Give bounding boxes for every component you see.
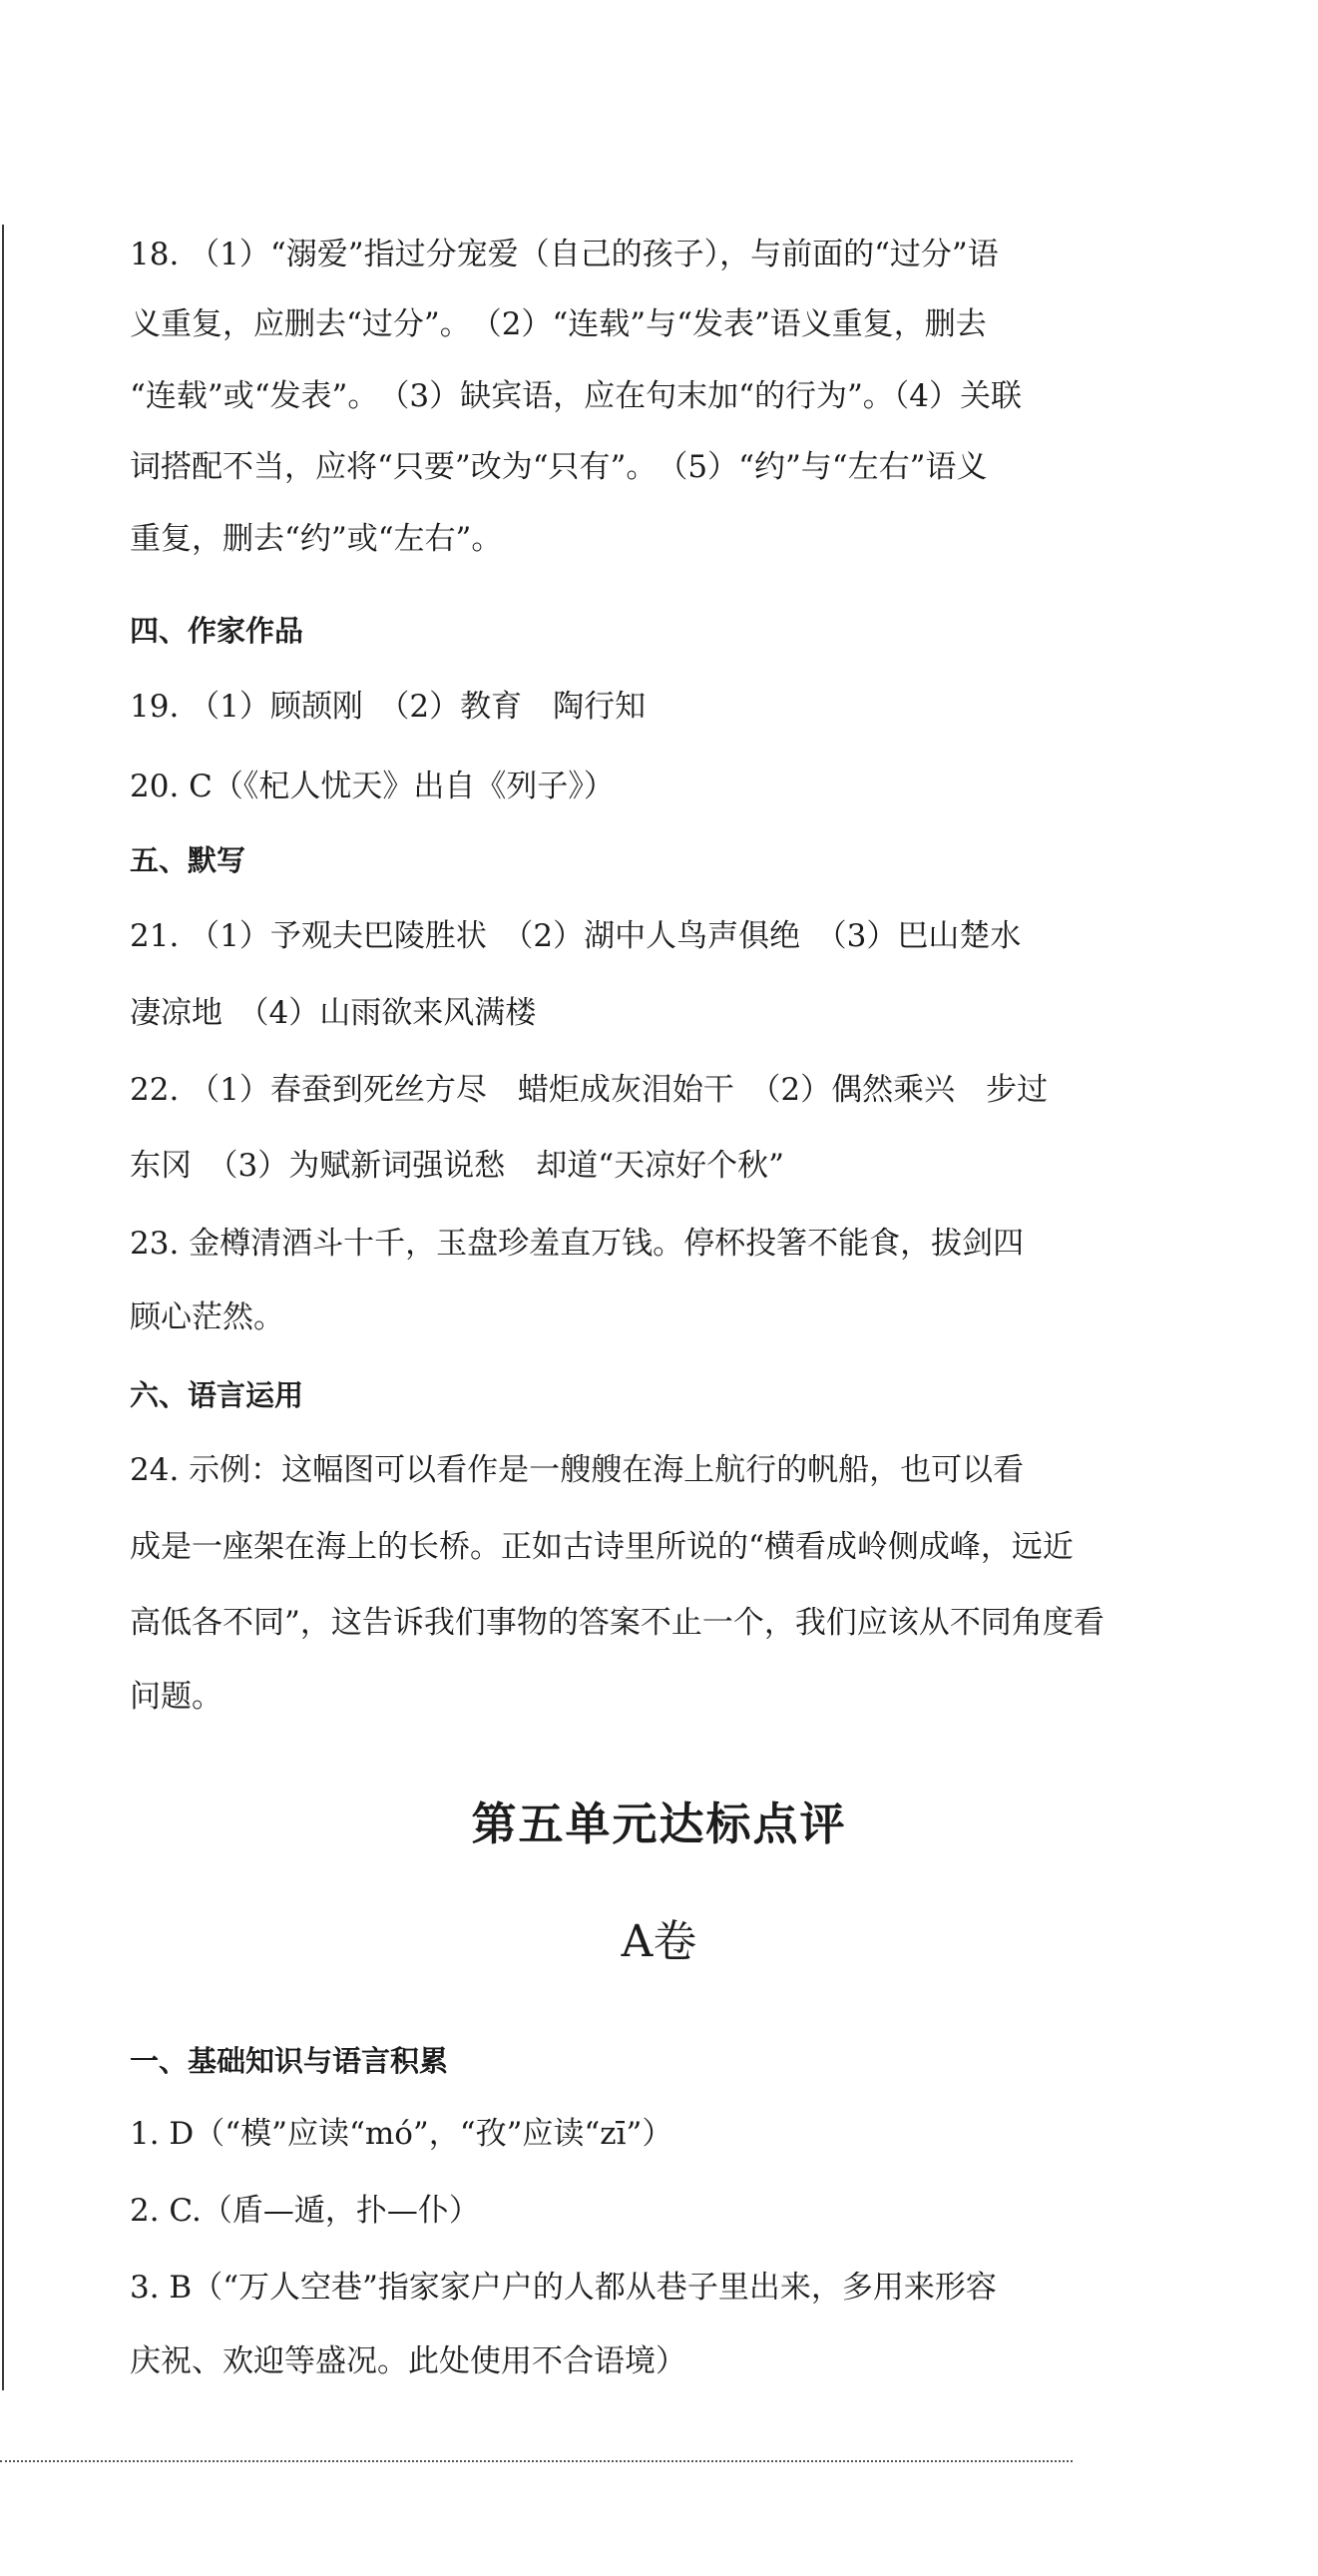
q2: 2. C.（盾—遁，扑—仆）: [130, 2193, 480, 2229]
q23-line-1: 23. 金樽清酒斗十千，玉盘珍羞直万钱。停杯投箸不能食，拔剑四: [130, 1226, 1025, 1262]
q24-line-2: 成是一座架在海上的长桥。正如古诗里所说的“横看成岭侧成峰，远近: [130, 1529, 1074, 1565]
q24-line-4: 问题。: [130, 1679, 222, 1715]
section-heading-1: 一、基础知识与语言积累: [130, 2044, 449, 2078]
q22-line-2: 东冈 （3）为赋新词强说愁 却道“天凉好个秋”: [130, 1148, 784, 1184]
volume-title: A卷: [621, 1916, 697, 1967]
q20: 20. C（《杞人忧天》出自《列子》）: [130, 769, 615, 804]
q24-line-1: 24. 示例：这幅图可以看作是一艘艘在海上航行的帆船，也可以看: [130, 1452, 1025, 1488]
left-margin-rule: [2, 225, 4, 2390]
section-heading-6: 六、语言运用: [130, 1378, 304, 1412]
unit-title: 第五单元达标点评: [471, 1798, 847, 1850]
q21-line-2: 凄凉地 （4）山雨欲来风满楼: [130, 995, 537, 1031]
q23-line-2: 顾心茫然。: [130, 1299, 284, 1335]
bottom-dotted-divider: [0, 2460, 1073, 2462]
q18-line-5: 重复，删去“约”或“左右”。: [130, 521, 503, 557]
q22-line-1: 22. （1）春蚕到死丝方尽 蜡炬成灰泪始干 （2）偶然乘兴 步过: [130, 1072, 1049, 1108]
q18-line-1: 18. （1）“溺爱”指过分宠爱（自己的孩子），与前面的“过分”语: [130, 237, 999, 272]
section-heading-4: 四、作家作品: [130, 614, 304, 648]
q18-line-4: 词搭配不当，应将“只要”改为“只有”。 （5）“约”与“左右”语义: [130, 449, 988, 485]
q18-line-3: “连载”或“发表”。 （3）缺宾语，应在句末加“的行为”。（4）关联: [130, 378, 1023, 414]
q19: 19. （1）顾颉刚 （2）教育 陶行知: [130, 689, 647, 725]
q24-line-3: 高低各不同”，这告诉我们事物的答案不止一个，我们应该从不同角度看: [130, 1605, 1104, 1641]
section-heading-5: 五、默写: [130, 843, 246, 877]
q3-line-1: 3. B（“万人空巷”指家家户户的人都从巷子里出来，多用来形容: [130, 2270, 997, 2306]
q1: 1. D（“模”应读“mó”，“孜”应读“zī”）: [130, 2116, 673, 2152]
q21-line-1: 21. （1）予观夫巴陵胜状 （2）湖中人鸟声俱绝 （3）巴山楚水: [130, 918, 1022, 954]
q3-line-2: 庆祝、欢迎等盛况。此处使用不合语境）: [130, 2343, 686, 2379]
q18-line-2: 义重复，应删去“过分”。 （2）“连载”与“发表”语义重复，删去: [130, 306, 987, 342]
